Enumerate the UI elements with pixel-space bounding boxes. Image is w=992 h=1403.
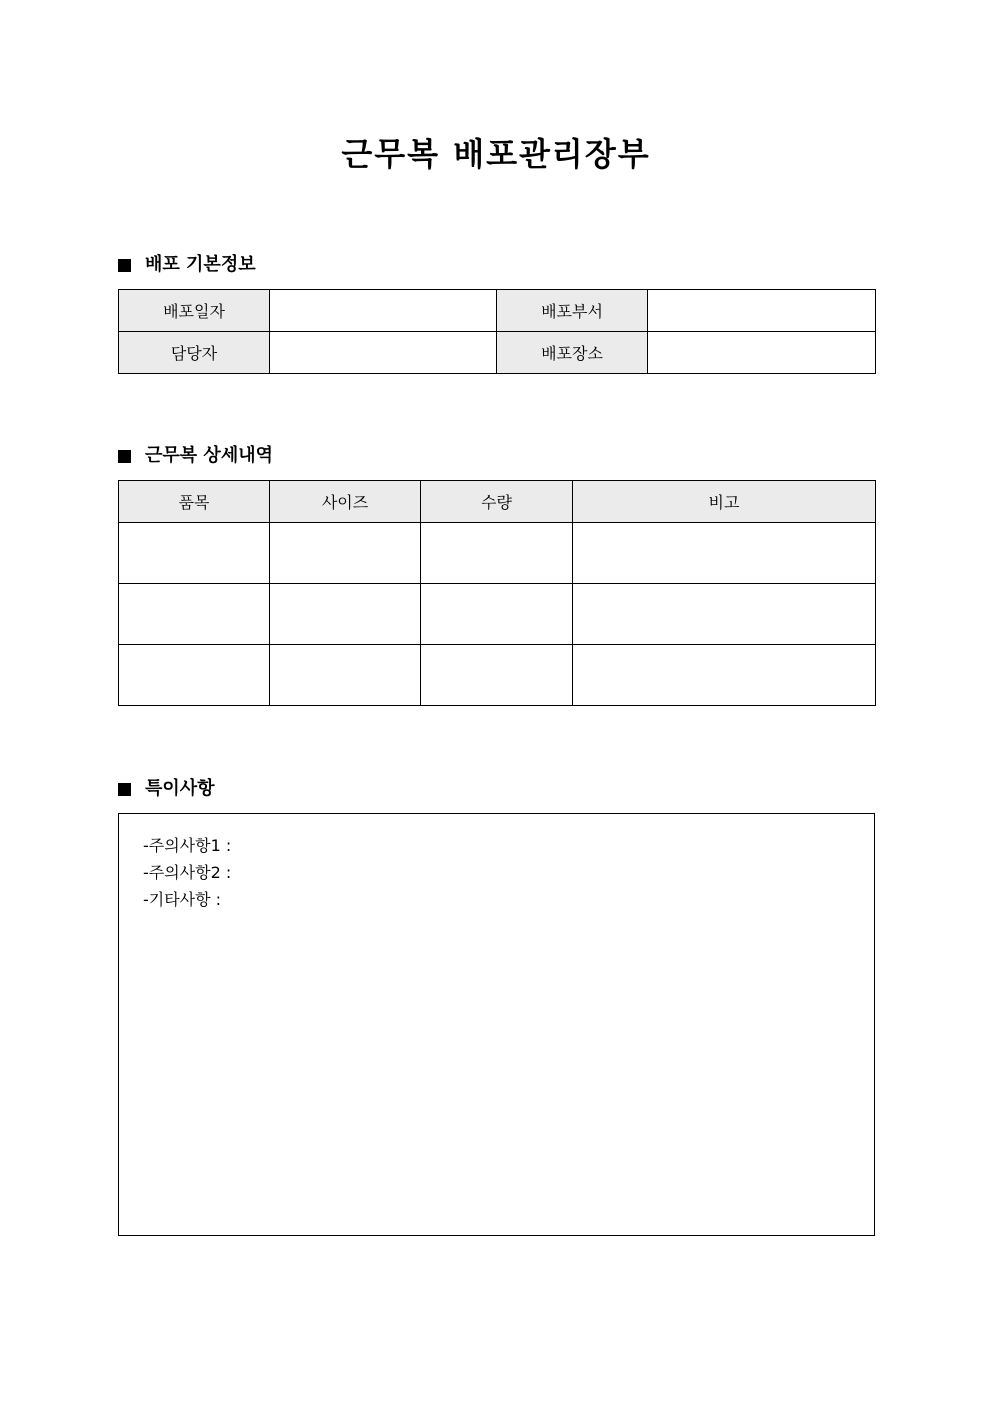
label-distribution-place: 배포장소 xyxy=(497,332,648,374)
quantity-cell[interactable] xyxy=(421,584,573,645)
square-bullet-icon xyxy=(118,259,131,272)
table-header-row xyxy=(119,481,876,523)
section-heading-label: 근무복 상세내역 xyxy=(145,445,273,466)
quantity-cell[interactable] xyxy=(421,523,573,584)
column-header-remarks: 비고 xyxy=(573,481,876,523)
note-caution-2: -주의사항2 : xyxy=(143,863,232,882)
section-heading-label: 특이사항 xyxy=(145,778,215,799)
label-distribution-date: 배포일자 xyxy=(119,290,270,332)
size-cell[interactable] xyxy=(270,523,421,584)
column-header-item: 품목 xyxy=(119,481,270,523)
item-cell[interactable] xyxy=(119,645,270,706)
table-row xyxy=(119,332,876,374)
table-row xyxy=(119,523,876,584)
remarks-cell[interactable] xyxy=(573,523,876,584)
distribution-place-field[interactable] xyxy=(648,332,876,374)
section-heading-basic-info xyxy=(118,253,256,277)
special-notes-box[interactable] xyxy=(118,813,875,1236)
notes-list xyxy=(143,832,874,913)
quantity-cell[interactable] xyxy=(421,645,573,706)
column-header-size: 사이즈 xyxy=(270,481,421,523)
item-cell[interactable] xyxy=(119,584,270,645)
section-heading-notes xyxy=(118,777,215,801)
size-cell[interactable] xyxy=(270,645,421,706)
section-heading-details xyxy=(118,444,273,468)
table-row xyxy=(119,290,876,332)
label-person-in-charge: 담당자 xyxy=(119,332,270,374)
note-other: -기타사항 : xyxy=(143,890,222,909)
item-cell[interactable] xyxy=(119,523,270,584)
label-distribution-department: 배포부서 xyxy=(497,290,648,332)
person-in-charge-field[interactable] xyxy=(270,332,497,374)
note-caution-1: -주의사항1 : xyxy=(143,836,232,855)
square-bullet-icon xyxy=(118,783,131,796)
table-row xyxy=(119,645,876,706)
remarks-cell[interactable] xyxy=(573,645,876,706)
distribution-department-field[interactable] xyxy=(648,290,876,332)
size-cell[interactable] xyxy=(270,584,421,645)
distribution-date-field[interactable] xyxy=(270,290,497,332)
basic-info-table xyxy=(118,289,876,374)
uniform-details-table xyxy=(118,480,876,706)
square-bullet-icon xyxy=(118,450,131,463)
table-row xyxy=(119,584,876,645)
section-heading-label: 배포 기본정보 xyxy=(145,254,256,275)
document-title: 근무복 배포관리장부 xyxy=(341,135,651,173)
column-header-quantity: 수량 xyxy=(421,481,573,523)
remarks-cell[interactable] xyxy=(573,584,876,645)
